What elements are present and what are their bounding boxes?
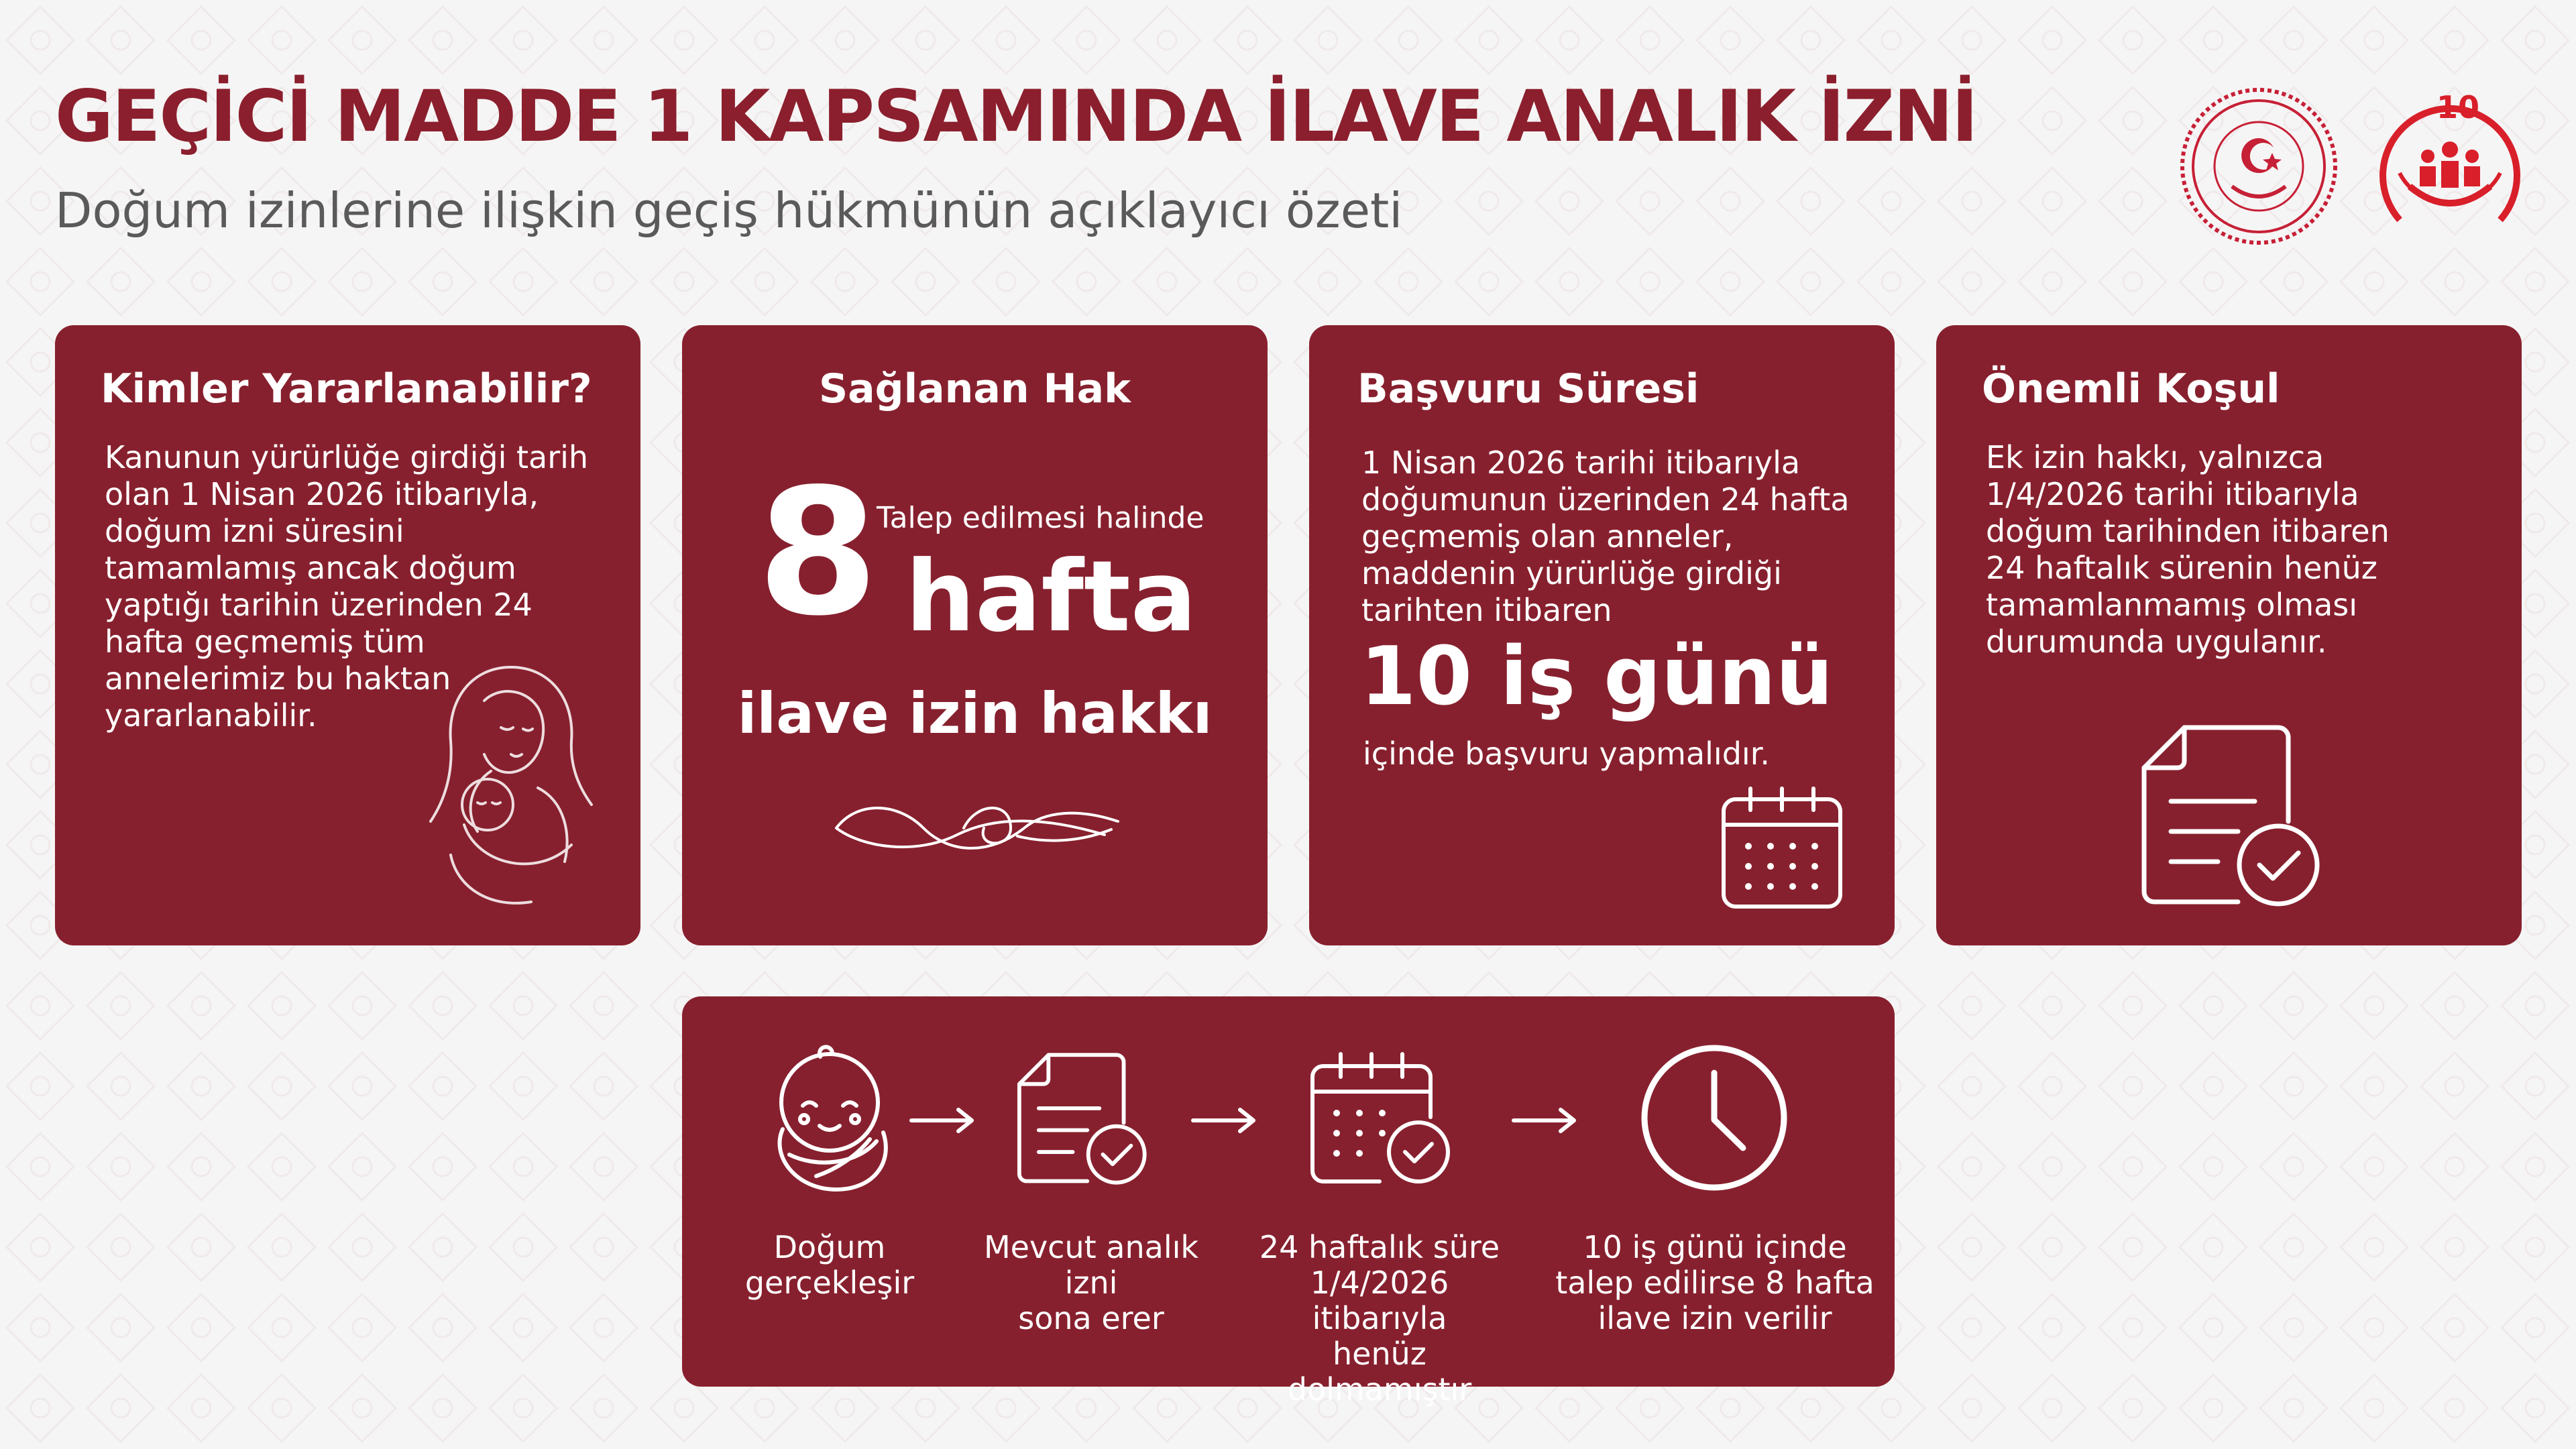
- calendar-icon: [1718, 785, 1846, 912]
- flow-step-birth: Doğum gerçekleşir: [744, 1229, 915, 1301]
- arrow-right-icon: [909, 1107, 976, 1134]
- card-body: Ek izin hakkı, yalnızca 1/4/2026 tarihi itibarıyla doğum tarihinden itibaren 24 haftalık sürenin henüz tamamlanmamış olması durumunda uygulanır.: [1986, 439, 2390, 660]
- family-decade-logo: [2373, 86, 2527, 253]
- document-check-icon: [2137, 721, 2325, 915]
- card-application-period: [1309, 325, 1895, 945]
- card-title: Sağlanan Hak: [818, 365, 1131, 412]
- weeks-number: 8: [757, 452, 879, 654]
- card-important-condition: [1936, 325, 2522, 945]
- flow-step-extra-leave: 10 iş günü içinde talep edilirse 8 hafta ilave izin verilir: [1555, 1229, 1874, 1336]
- baby-icon: [763, 1042, 897, 1196]
- arrow-right-icon: [1511, 1107, 1578, 1134]
- flow-step-period-check: 24 haftalık süre 1/4/2026 itibarıyla henüz dolmamıştır: [1259, 1229, 1500, 1407]
- extra-leave-caption: ilave izin hakkı: [737, 681, 1213, 746]
- process-flow-panel: [682, 996, 1895, 1407]
- svg-text:10: 10: [2437, 89, 2480, 125]
- ministry-logo: [2178, 86, 2339, 247]
- mother-baby-icon: [410, 654, 612, 922]
- calendar-check-icon: [1306, 1050, 1460, 1191]
- arrow-right-icon: [1190, 1107, 1257, 1134]
- card-title: Kimler Yararlanabilir?: [101, 365, 592, 412]
- request-note: Talep edilmesi halinde: [877, 501, 1205, 535]
- business-days-highlight: 10 iş günü: [1360, 630, 1834, 723]
- document-check-icon: [1012, 1050, 1153, 1191]
- application-footer: içinde başvuru yapmalıdır.: [1363, 736, 1771, 772]
- weeks-unit: hafta: [905, 540, 1197, 654]
- flow-step-leave-ends: Mevcut analık izni sona erer: [983, 1229, 1199, 1336]
- card-body: Kanunun yürürlüğe girdiği tarih olan 1 Nisan 2026 itibarıyla, doğum izni süresini tamamlamış ancak doğum yaptığı tarihin üzerinden 24 hafta geçmemiş tüm annelerimiz bu haktan yararlanabilir.: [105, 439, 589, 734]
- clock-icon: [1637, 1041, 1791, 1195]
- flourish-ornament: [830, 781, 1125, 875]
- page-title: GEÇİCİ MADDE 1 KAPSAMINDA İLAVE ANALIK İZNİ: [55, 75, 1977, 158]
- card-granted-right: [682, 325, 1268, 945]
- card-title: Önemli Koşul: [1982, 365, 2280, 412]
- card-body: 1 Nisan 2026 tarihi itibarıyla doğumunun üzerinden 24 hafta geçmemiş olan anneler, maddenin yürürlüğe girdiği tarihten itibaren: [1361, 445, 1850, 628]
- page-subtitle: Doğum izinlerine ilişkin geçiş hükmünün açıklayıcı özeti: [55, 182, 1403, 239]
- card-who-can-benefit: [55, 325, 640, 945]
- card-title: Başvuru Süresi: [1357, 365, 1699, 412]
